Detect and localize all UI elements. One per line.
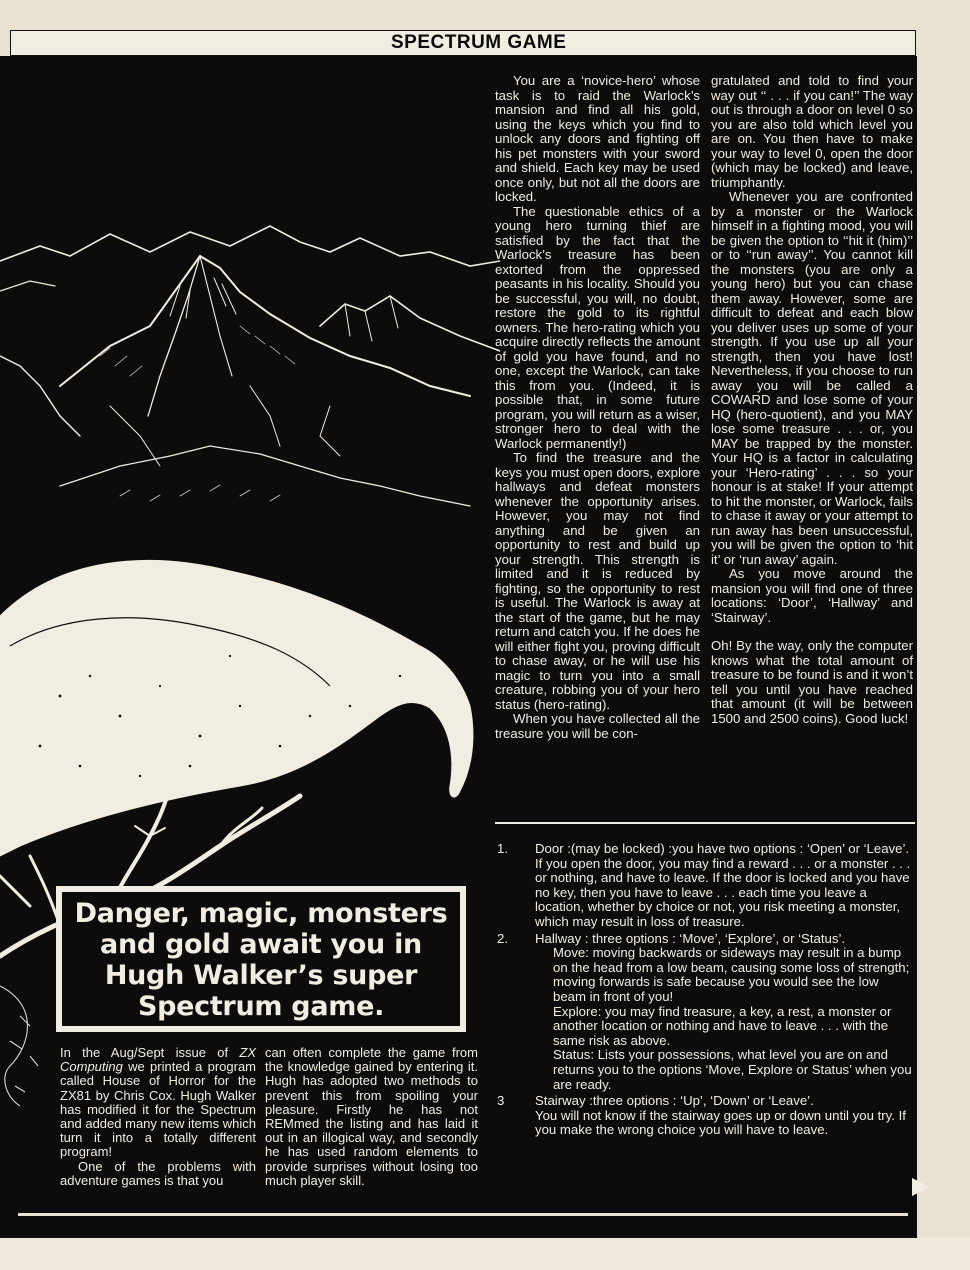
footer-rule: [18, 1213, 908, 1216]
list-number: 2.: [497, 930, 508, 946]
article-column-1: [495, 74, 700, 741]
list-number: 3: [497, 1093, 505, 1109]
list-item: [497, 842, 915, 930]
section-header: [10, 30, 916, 56]
section-title: SPECTRUM GAME: [391, 32, 567, 53]
page-margin: [0, 1238, 970, 1270]
paragraph: As you move around the mansion you will find one of three locations: ‘Door’, ‘Hallway’ and ‘Stairway’.: [711, 566, 913, 625]
paragraph: In the Aug/Sept issue of ZX Computing we printed a program called House of Horror for the ZX81 by Chris Cox. Hugh Walker has modified it for the Spectrum and added many new items which turn it into a totally different program!: [60, 1045, 256, 1160]
list-subitem: Move: moving backwards or sideways may result in a bump on the head from a low beam, causing some loss of strength; moving forwards is safe because you would see the low beam in front of you!: [553, 945, 910, 1004]
magazine-name: ZX Computing: [60, 1045, 256, 1075]
list-heading: Stairway :three options : ‘Up’, ‘Down’ or ‘Leave’.: [535, 1093, 814, 1109]
list-text: If you open the door, you may find a reward . . . or a monster . . . or nothing, and have to leave. If the door is locked and you have no key, then you have to leave . . . each time you leave a location, whether by choice or not, you risk meeting a monster, which may result in loss of treasure.: [535, 855, 911, 929]
list-subitem: Status: Lists your possessions, what level you are on and returns you to the options ‘Move, Explore or Status’ when you are ready.: [553, 1047, 912, 1092]
paragraph: Whenever you are confronted by a monster or the Warlock himself in a fighting mood, you will be given the option to ‘‘hit it (him)’’ or to ‘‘run away’’. You cannot kill the monsters (you are only a young hero) but you can chase them away. However, some are difficult to defeat and each blow you deliver uses up some of your strength. If you use up all your strength, then you have lost! Nevertheless, if you choose to run away you will be called a COWARD and lose some of your HQ (hero-quotient), and you MAY lose some treasure . . . or, you MAY be trapped by the monster. Your HQ is a factor in calculating your ‘Hero-rating’ . . . so your honour is at stake! If your attempt to hit the monster, or Warlock, fails to chase it away or your attempt to run away has been unsuccessful, you will be given the option to ‘hit it’ or ‘run away’ again.: [711, 189, 913, 567]
list-text: You will not know if the stairway goes up or down until you try. If you make the wrong choice you will have to leave.: [535, 1107, 906, 1138]
list-heading: Hallway : three options : ‘Move’, ‘Explore’, or ‘Status’.: [535, 930, 846, 946]
paragraph: When you have collected all the treasure you will be con-: [495, 711, 700, 741]
next-page-arrow-icon: [912, 1178, 930, 1196]
list-item: [497, 1094, 915, 1138]
intro-column-2: [265, 1046, 478, 1188]
paragraph: can often complete the game from the knowledge gained by entering it. Hugh has adopted two methods to prevent this from spoiling your pleasure. Firstly he has not REMmed the listing and has laid it out in an illogical way, and secondly he has used random elements to provide surprises without losing too much player skill.: [265, 1045, 478, 1188]
paragraph: One of the problems with adventure games is that you: [60, 1158, 256, 1188]
list-heading: Door :(may be locked) :you have two options : ‘Open’ or ‘Leave’.: [535, 841, 910, 856]
headline: Danger, magic, monsters and gold await you in Hugh Walker’s super Spectrum game.: [74, 898, 448, 1022]
paragraph: gratulated and told to find your way out ‘‘ . . . if you can!’’ The way out is through a door on level 0 so you are also told which level you are on. You then have to make your way to level 0, open the door (which may be locked) and leave, triumphantly.: [711, 73, 913, 190]
location-list: [497, 842, 915, 1140]
article-column-2: [711, 74, 913, 726]
column-divider: [495, 822, 915, 824]
paragraph: The questionable ethics of a young hero turning thief are satisfied by the fact that the Warlock’s treasure has been extorted from the oppressed peasants in his locality. Should you be successful, you will, no doubt, restore the gold to its rightful owners. The hero-rating which you acquire directly reflects the amount of gold you have found, and no one, except the Warlock, can take this from you. (Indeed, it is possible that, in some future program, you will return as a wiser, stronger hero to deal with the Warlock permanently!): [495, 203, 700, 451]
paragraph: Oh! By the way, only the computer knows what the total amount of treasure to be found is and it won’t tell you until you have reached that amount (it will be between 1500 and 2500 coins). Good luck!: [711, 638, 913, 726]
paragraph: You are a ‘novice-hero’ whose task is to raid the Warlock’s mansion and find all his gold, using the keys which you find to unlock any doors and fighting off his pet monsters with your sword and shield. Each key may be used once only, but not all the doors are locked.: [495, 73, 700, 204]
intro-column-1: [60, 1046, 256, 1188]
paragraph: To find the treasure and the keys you must open doors, explore hallways and defeat monsters whenever the opportunity arises. However, you may not find anything and be given an opportunity to rest and build up your strength. This strength is limited and it is reduced by fighting, so the opportunity to rest is useful. The Warlock is away at the start of the game, but he may return and catch you. If he does he will either fight you, proving difficult to chase away, or he will use his magic to turn you into a small creature, robbing you of your hero status (hero-rating).: [495, 450, 700, 712]
list-number: 1.: [497, 841, 508, 856]
list-subitem: Explore: you may find treasure, a key, a rest, a monster or another location or nothing and have to leave . . . with the same risk as above.: [553, 1003, 892, 1048]
list-item: [497, 932, 915, 1093]
